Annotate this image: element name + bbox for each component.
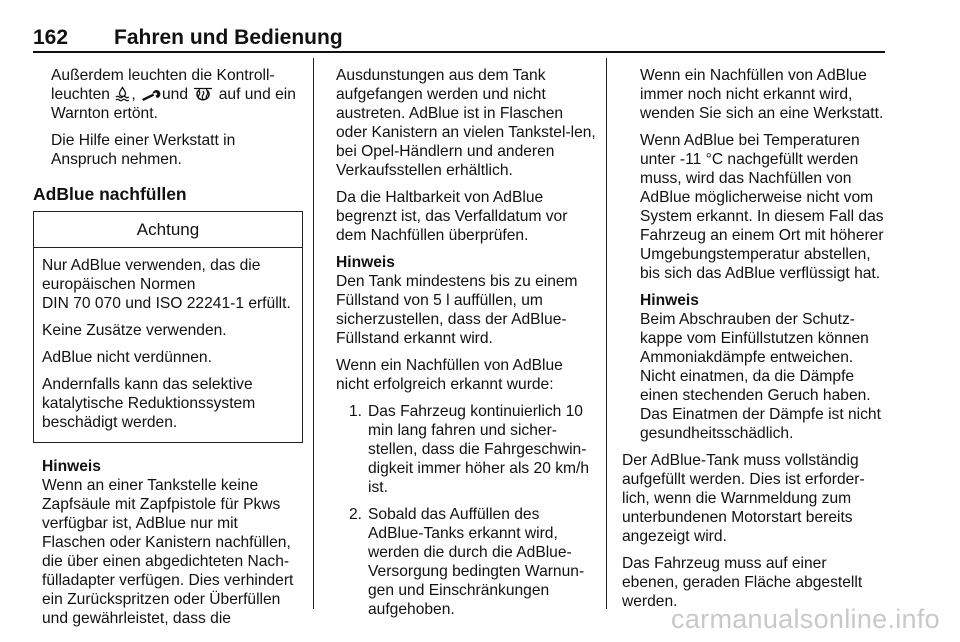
list-item	[336, 402, 598, 497]
intro-paragraph	[33, 66, 303, 123]
column-middle	[336, 66, 598, 627]
watermark: carmanualsonline.info	[671, 604, 940, 634]
engine-preglow-icon	[193, 87, 213, 102]
paragraph: Wenn AdBlue bei Temperaturen unter -11 °C nachgefüllt werden muss, wird das Nachfüllen von AdBlue möglicherweise nicht vom System erkannt. In diesem Fall das Fahrzeug an einem Ort mit höherer Umgebungstemperatur abstellen, bis sich das AdBlue verflüssigt hat.	[640, 132, 884, 282]
intro-text: ,	[131, 86, 136, 103]
warning-paragraph: AdBlue nicht verdünnen.	[42, 349, 212, 366]
note-text: Beim Abschrauben der Schutz-kappe vom Einfüllstutzen können Ammoniakdämpfe entweichen. Nicht einatmen, da die Dämpfe einen stechenden Geruch haben. Das Einatmen der Dämpfe ist nicht gesundheitsschädlich.	[640, 311, 881, 442]
note-title: Hinweis	[42, 458, 101, 475]
adblue-warning-icon	[115, 86, 130, 102]
list-item	[336, 505, 598, 619]
warning-paragraph	[42, 256, 294, 313]
page-number: 162	[33, 26, 69, 49]
intro-text: leuchten	[51, 86, 110, 103]
wrench-icon	[141, 90, 161, 102]
note-block	[33, 457, 303, 628]
intro-text: und	[162, 86, 189, 103]
header-rule	[33, 51, 885, 53]
numbered-list	[336, 402, 598, 619]
warning-body	[34, 248, 302, 442]
paragraph: Der AdBlue-Tank muss vollständig aufgefüllt werden. Dies ist erforder-lich, wenn die Warnmeldung zum unterbundenen Motorstart bereits angezeigt wird.	[622, 452, 865, 545]
warning-title: Achtung	[34, 212, 302, 248]
column-right	[622, 66, 887, 619]
warning-text: Nur AdBlue verwenden, das die europäischen Normen	[42, 257, 261, 293]
paragraph: Da die Haltbarkeit von AdBlue begrenzt ist, das Verfalldatum vor dem Nachfüllen überprüfen.	[336, 189, 568, 244]
note-title: Hinweis	[336, 254, 395, 271]
list-number: 1.	[348, 403, 362, 420]
paragraph: Ausdunstungen aus dem Tank aufgefangen werden und nicht austreten. AdBlue ist in Flaschen oder Kanistern an vielen Tankstel-len, bei Opel-Händlern und anderen Verkaufsstellen erhältlich.	[336, 67, 596, 179]
column-divider	[313, 58, 314, 609]
intro-text: auf und ein Warnton ertönt.	[51, 86, 296, 122]
note-title: Hinweis	[640, 292, 699, 309]
intro-text: Außerdem leuchten die Kontroll-	[51, 67, 275, 84]
note-text: Den Tank mindestens bis zu einem Füllstand von 5 l auffüllen, um sicherzustellen, dass der AdBlue-Füllstand erkannt wird.	[336, 273, 578, 347]
warning-paragraph: Andernfalls kann das selektive katalytische Reduktionssystem beschädigt werden.	[42, 376, 256, 431]
column-divider	[606, 58, 607, 609]
note-block	[622, 291, 887, 443]
section-title: AdBlue nachfüllen	[33, 184, 187, 204]
list-text: Das Fahrzeug kontinuierlich 10 min lang fahren und sicher-stellen, dass die Fahrgeschwin-digkeit immer höher als 20 km/h ist.	[368, 403, 590, 496]
warning-text: DIN 70 070 und ISO 22241-1 erfüllt.	[42, 295, 291, 312]
page-header	[33, 26, 885, 50]
page-title: Fahren und Bedienung	[114, 26, 343, 49]
warning-box	[33, 211, 303, 443]
column-left	[33, 66, 303, 636]
warning-paragraph: Keine Zusätze verwenden.	[42, 322, 227, 339]
list-number: 2.	[348, 506, 362, 523]
paragraph: Wenn ein Nachfüllen von AdBlue nicht erfolgreich erkannt wurde:	[336, 357, 563, 393]
paragraph: Wenn ein Nachfüllen von AdBlue immer noch nicht erkannt wird, wenden Sie sich an eine Werkstatt.	[640, 67, 884, 122]
note-block	[336, 253, 598, 348]
paragraph: Das Fahrzeug muss auf einer ebenen, geraden Fläche abgestellt werden.	[622, 555, 863, 610]
list-text: Sobald das Auffüllen des AdBlue-Tanks erkannt wird, werden die durch die AdBlue-Versorgung bedingten Warnun-gen und Einschränkungen aufgehoben.	[368, 506, 585, 618]
intro-paragraph-2: Die Hilfe einer Werkstatt in Anspruch nehmen.	[51, 132, 236, 168]
note-text: Wenn an einer Tankstelle keine Zapfsäule mit Zapfpistole für Pkws verfügbar ist, AdBlue nur mit Flaschen oder Kanistern nachfüllen, die über einen abgedichteten Nach-fülladapter verfügen. Dies verhindert ein Zurückspritzen oder Überfüllen und gewährleistet, dass die	[42, 477, 294, 627]
